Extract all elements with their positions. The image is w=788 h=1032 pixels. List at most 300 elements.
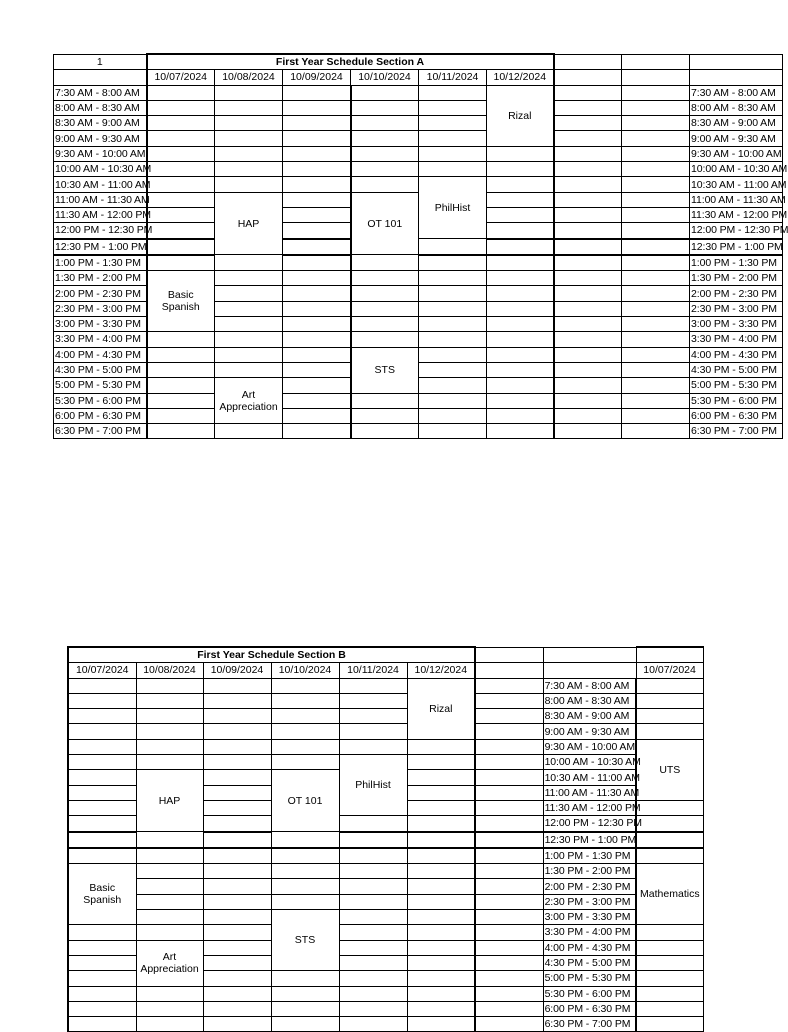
empty-cell[interactable] <box>283 393 351 408</box>
empty-cell[interactable] <box>68 785 136 800</box>
empty-cell[interactable] <box>339 925 407 940</box>
empty-cell[interactable] <box>407 971 475 986</box>
empty-cell[interactable] <box>203 785 271 800</box>
empty-cell[interactable] <box>622 207 690 222</box>
empty-cell[interactable] <box>636 925 703 940</box>
empty-cell[interactable] <box>622 192 690 207</box>
empty-cell[interactable] <box>351 393 419 408</box>
date-header[interactable]: 10/09/2024 <box>283 70 351 85</box>
empty-cell[interactable] <box>622 362 690 377</box>
empty-cell[interactable] <box>419 85 487 100</box>
empty-cell[interactable] <box>554 393 622 408</box>
time-slot-cell[interactable]: 5:00 PM - 5:30 PM <box>54 378 147 393</box>
empty-cell[interactable] <box>487 192 554 207</box>
empty-cell[interactable] <box>339 894 407 909</box>
empty-cell[interactable] <box>271 971 339 986</box>
time-slot-cell[interactable]: 1:00 PM - 1:30 PM <box>543 848 636 864</box>
subject-cell[interactable]: Mathematics <box>636 864 703 925</box>
empty-cell[interactable] <box>147 255 215 271</box>
empty-cell[interactable] <box>475 1017 543 1032</box>
time-slot-cell[interactable]: 3:30 PM - 4:00 PM <box>690 332 783 347</box>
empty-cell[interactable] <box>283 85 351 100</box>
empty-cell[interactable] <box>554 207 622 222</box>
empty-cell[interactable] <box>475 832 543 848</box>
empty-cell[interactable] <box>690 70 783 85</box>
empty-cell[interactable] <box>543 663 636 678</box>
empty-cell[interactable] <box>203 955 271 970</box>
empty-cell[interactable] <box>351 162 419 177</box>
empty-cell[interactable] <box>407 785 475 800</box>
time-slot-cell[interactable]: 12:30 PM - 1:00 PM <box>543 832 636 848</box>
empty-cell[interactable] <box>283 146 351 161</box>
empty-cell[interactable] <box>622 424 690 439</box>
time-slot-cell[interactable]: 2:30 PM - 3:00 PM <box>54 301 147 316</box>
empty-cell[interactable] <box>475 739 543 754</box>
empty-cell[interactable] <box>215 177 283 192</box>
empty-cell[interactable] <box>636 971 703 986</box>
empty-cell[interactable] <box>636 678 703 693</box>
empty-cell[interactable] <box>351 85 419 100</box>
empty-cell[interactable] <box>203 1001 271 1016</box>
time-slot-cell[interactable]: 8:30 AM - 9:00 AM <box>543 709 636 724</box>
empty-cell[interactable] <box>271 864 339 879</box>
empty-cell[interactable] <box>339 739 407 754</box>
subject-cell[interactable]: Rizal <box>407 678 475 739</box>
empty-cell[interactable] <box>136 755 203 770</box>
empty-cell[interactable] <box>203 925 271 940</box>
date-header[interactable]: 10/11/2024 <box>339 663 407 678</box>
empty-cell[interactable] <box>136 925 203 940</box>
empty-cell[interactable] <box>351 317 419 332</box>
time-slot-cell[interactable]: 1:30 PM - 2:00 PM <box>690 271 783 286</box>
empty-cell[interactable] <box>622 301 690 316</box>
empty-cell[interactable] <box>271 709 339 724</box>
empty-cell[interactable] <box>475 800 543 815</box>
empty-cell[interactable] <box>419 239 487 255</box>
time-slot-cell[interactable]: 7:30 AM - 8:00 AM <box>54 85 147 100</box>
empty-cell[interactable] <box>351 116 419 131</box>
subject-cell[interactable]: PhilHist <box>419 177 487 239</box>
empty-cell[interactable] <box>339 955 407 970</box>
empty-cell[interactable] <box>215 286 283 301</box>
time-slot-cell[interactable]: 12:00 PM - 12:30 PM <box>543 816 636 832</box>
empty-cell[interactable] <box>475 894 543 909</box>
empty-cell[interactable] <box>203 1017 271 1032</box>
subject-cell[interactable]: OT 101 <box>271 770 339 832</box>
empty-cell[interactable] <box>271 678 339 693</box>
empty-cell[interactable] <box>636 1017 703 1032</box>
empty-cell[interactable] <box>554 192 622 207</box>
time-slot-cell[interactable]: 10:30 AM - 11:00 AM <box>691 178 787 191</box>
empty-cell[interactable] <box>475 755 543 770</box>
empty-cell[interactable] <box>136 986 203 1001</box>
time-slot-cell[interactable]: 1:30 PM - 2:00 PM <box>543 864 636 879</box>
empty-cell[interactable] <box>351 271 419 286</box>
time-slot-cell[interactable]: 6:00 PM - 6:30 PM <box>543 1001 636 1016</box>
empty-cell[interactable] <box>487 223 554 239</box>
empty-cell[interactable] <box>475 816 543 832</box>
date-header[interactable]: 10/09/2024 <box>203 663 271 678</box>
time-slot-cell[interactable]: 2:00 PM - 2:30 PM <box>543 879 636 894</box>
time-slot-cell[interactable]: 2:30 PM - 3:00 PM <box>543 894 636 909</box>
empty-cell[interactable] <box>136 864 203 879</box>
empty-cell[interactable] <box>136 709 203 724</box>
time-slot-cell[interactable]: 10:30 AM - 11:00 AM <box>55 178 151 191</box>
empty-cell[interactable] <box>622 239 690 255</box>
empty-cell[interactable] <box>419 116 487 131</box>
time-slot-cell[interactable]: 9:00 AM - 9:30 AM <box>54 131 147 146</box>
empty-cell[interactable] <box>622 317 690 332</box>
empty-cell[interactable] <box>487 255 554 271</box>
empty-cell[interactable] <box>203 832 271 848</box>
empty-cell[interactable] <box>487 424 554 439</box>
empty-cell[interactable] <box>147 207 215 222</box>
empty-cell[interactable] <box>622 54 690 70</box>
empty-cell[interactable] <box>136 693 203 708</box>
empty-cell[interactable] <box>407 848 475 864</box>
empty-cell[interactable] <box>554 378 622 393</box>
empty-cell[interactable] <box>147 393 215 408</box>
time-slot-cell[interactable]: 2:30 PM - 3:00 PM <box>690 301 783 316</box>
empty-cell[interactable] <box>283 347 351 362</box>
empty-cell[interactable] <box>554 239 622 255</box>
time-slot-cell[interactable]: 1:30 PM - 2:00 PM <box>54 271 147 286</box>
time-slot-cell[interactable]: 10:00 AM - 10:30 AM <box>544 756 641 769</box>
empty-cell[interactable] <box>351 177 419 192</box>
time-slot-cell[interactable]: 8:00 AM - 8:30 AM <box>54 100 147 115</box>
empty-cell[interactable] <box>636 986 703 1001</box>
date-header[interactable]: 10/10/2024 <box>351 70 419 85</box>
empty-cell[interactable] <box>407 955 475 970</box>
empty-cell[interactable] <box>475 940 543 955</box>
empty-cell[interactable] <box>487 393 554 408</box>
empty-cell[interactable] <box>554 223 622 239</box>
empty-cell[interactable] <box>339 910 407 925</box>
empty-cell[interactable] <box>554 424 622 439</box>
subject-cell[interactable]: Basic Spanish <box>68 864 136 925</box>
empty-cell[interactable] <box>339 816 407 832</box>
empty-cell[interactable] <box>554 408 622 423</box>
time-slot-cell[interactable]: 11:00 AM - 11:30 AM <box>544 786 640 799</box>
empty-cell[interactable] <box>68 678 136 693</box>
empty-cell[interactable] <box>475 770 543 785</box>
empty-cell[interactable] <box>351 100 419 115</box>
empty-cell[interactable] <box>554 332 622 347</box>
time-slot-cell[interactable]: 7:30 AM - 8:00 AM <box>543 678 636 693</box>
empty-cell[interactable] <box>554 347 622 362</box>
time-slot-cell[interactable]: 3:30 PM - 4:00 PM <box>54 332 147 347</box>
empty-cell[interactable] <box>407 1001 475 1016</box>
empty-cell[interactable] <box>147 131 215 146</box>
empty-cell[interactable] <box>147 85 215 100</box>
date-header[interactable]: 10/10/2024 <box>271 663 339 678</box>
time-slot-cell[interactable]: 4:30 PM - 5:00 PM <box>690 362 783 377</box>
row-number-cell[interactable]: 1 <box>54 54 147 70</box>
empty-cell[interactable] <box>475 709 543 724</box>
empty-cell[interactable] <box>475 693 543 708</box>
empty-cell[interactable] <box>351 301 419 316</box>
empty-cell[interactable] <box>283 192 351 207</box>
empty-cell[interactable] <box>407 1017 475 1032</box>
time-slot-cell[interactable]: 9:30 AM - 10:00 AM <box>691 147 782 160</box>
time-slot-cell[interactable]: 8:00 AM - 8:30 AM <box>690 100 783 115</box>
empty-cell[interactable] <box>147 223 215 239</box>
empty-cell[interactable] <box>339 986 407 1001</box>
empty-cell[interactable] <box>136 1001 203 1016</box>
empty-cell[interactable] <box>487 347 554 362</box>
time-slot-cell[interactable]: 4:00 PM - 4:30 PM <box>690 347 783 362</box>
empty-cell[interactable] <box>271 894 339 909</box>
time-slot-cell[interactable]: 4:00 PM - 4:30 PM <box>54 347 147 362</box>
empty-cell[interactable] <box>147 332 215 347</box>
empty-cell[interactable] <box>203 940 271 955</box>
time-slot-cell[interactable]: 1:00 PM - 1:30 PM <box>54 255 147 271</box>
empty-cell[interactable] <box>622 162 690 177</box>
empty-cell[interactable] <box>475 848 543 864</box>
empty-cell[interactable] <box>339 940 407 955</box>
empty-cell[interactable] <box>68 986 136 1001</box>
empty-cell[interactable] <box>283 223 351 239</box>
empty-cell[interactable] <box>339 709 407 724</box>
empty-cell[interactable] <box>622 177 690 192</box>
empty-cell[interactable] <box>339 1017 407 1032</box>
date-header[interactable]: 10/12/2024 <box>407 663 475 678</box>
empty-cell[interactable] <box>68 693 136 708</box>
empty-cell[interactable] <box>271 1001 339 1016</box>
empty-cell[interactable] <box>283 131 351 146</box>
time-slot-cell[interactable]: 5:00 PM - 5:30 PM <box>543 971 636 986</box>
empty-cell[interactable] <box>283 286 351 301</box>
empty-cell[interactable] <box>475 910 543 925</box>
empty-cell[interactable] <box>487 378 554 393</box>
empty-cell[interactable] <box>136 848 203 864</box>
empty-cell[interactable] <box>622 408 690 423</box>
empty-cell[interactable] <box>475 678 543 693</box>
empty-cell[interactable] <box>215 116 283 131</box>
empty-cell[interactable] <box>419 255 487 271</box>
empty-cell[interactable] <box>636 800 703 815</box>
empty-cell[interactable] <box>339 864 407 879</box>
empty-cell[interactable] <box>215 100 283 115</box>
subject-cell[interactable]: OT 101 <box>351 192 419 255</box>
empty-cell[interactable] <box>487 177 554 192</box>
time-slot-cell[interactable]: 10:00 AM - 10:30 AM <box>55 163 152 176</box>
empty-cell[interactable] <box>475 663 543 678</box>
empty-cell[interactable] <box>68 800 136 815</box>
subject-cell[interactable]: UTS <box>636 739 703 800</box>
empty-cell[interactable] <box>419 146 487 161</box>
subject-cell[interactable]: Art Appreciation <box>215 378 283 424</box>
empty-cell[interactable] <box>351 424 419 439</box>
empty-cell[interactable] <box>147 347 215 362</box>
subject-cell[interactable]: STS <box>351 347 419 393</box>
empty-cell[interactable] <box>622 146 690 161</box>
date-header[interactable]: 10/08/2024 <box>215 70 283 85</box>
empty-cell[interactable] <box>68 709 136 724</box>
subject-cell[interactable]: Basic Spanish <box>147 271 215 332</box>
empty-cell[interactable] <box>487 207 554 222</box>
subject-cell[interactable]: STS <box>271 910 339 971</box>
time-slot-cell[interactable]: 7:30 AM - 8:00 AM <box>690 85 783 100</box>
empty-cell[interactable] <box>203 910 271 925</box>
schedule-title[interactable]: First Year Schedule Section B <box>68 647 475 663</box>
empty-cell[interactable] <box>622 332 690 347</box>
empty-cell[interactable] <box>636 955 703 970</box>
empty-cell[interactable] <box>690 54 783 70</box>
empty-cell[interactable] <box>419 317 487 332</box>
empty-cell[interactable] <box>419 408 487 423</box>
time-slot-cell[interactable]: 11:00 AM - 11:30 AM <box>691 193 786 206</box>
empty-cell[interactable] <box>636 709 703 724</box>
empty-cell[interactable] <box>283 271 351 286</box>
empty-cell[interactable] <box>487 271 554 286</box>
time-slot-cell[interactable]: 9:00 AM - 9:30 AM <box>543 724 636 739</box>
subject-cell[interactable]: HAP <box>136 770 203 832</box>
time-slot-cell[interactable]: 12:00 PM - 12:30 PM <box>54 223 147 239</box>
empty-cell[interactable] <box>475 986 543 1001</box>
empty-cell[interactable] <box>339 832 407 848</box>
empty-cell[interactable] <box>203 879 271 894</box>
date-header[interactable]: 10/12/2024 <box>487 70 554 85</box>
empty-cell[interactable] <box>215 332 283 347</box>
empty-cell[interactable] <box>68 848 136 864</box>
empty-cell[interactable] <box>283 408 351 423</box>
empty-cell[interactable] <box>147 239 215 255</box>
empty-cell[interactable] <box>339 971 407 986</box>
time-slot-cell[interactable]: 4:00 PM - 4:30 PM <box>543 940 636 955</box>
time-slot-cell[interactable]: 6:30 PM - 7:00 PM <box>543 1017 636 1032</box>
empty-cell[interactable] <box>487 286 554 301</box>
empty-cell[interactable] <box>136 739 203 754</box>
empty-cell[interactable] <box>351 255 419 271</box>
empty-cell[interactable] <box>136 1017 203 1032</box>
empty-cell[interactable] <box>419 332 487 347</box>
empty-cell[interactable] <box>136 910 203 925</box>
empty-cell[interactable] <box>271 739 339 754</box>
time-slot-cell[interactable]: 4:30 PM - 5:00 PM <box>54 362 147 377</box>
empty-cell[interactable] <box>622 393 690 408</box>
empty-cell[interactable] <box>203 864 271 879</box>
empty-cell[interactable] <box>475 1001 543 1016</box>
time-slot-cell[interactable]: 6:30 PM - 7:00 PM <box>690 424 783 439</box>
time-slot-cell[interactable]: 5:30 PM - 6:00 PM <box>690 393 783 408</box>
subject-cell[interactable]: Art Appreciation <box>136 940 203 986</box>
time-slot-cell[interactable]: 12:00 PM - 12:30 PM <box>690 223 783 239</box>
time-slot-cell[interactable]: 12:30 PM - 1:00 PM <box>54 239 147 255</box>
empty-cell[interactable] <box>215 347 283 362</box>
empty-cell[interactable] <box>554 131 622 146</box>
empty-cell[interactable] <box>271 832 339 848</box>
time-slot-cell[interactable]: 5:30 PM - 6:00 PM <box>54 393 147 408</box>
empty-cell[interactable] <box>283 378 351 393</box>
empty-cell[interactable] <box>68 940 136 955</box>
time-slot-cell[interactable]: 2:00 PM - 2:30 PM <box>54 286 147 301</box>
empty-cell[interactable] <box>419 100 487 115</box>
empty-cell[interactable] <box>54 70 147 85</box>
empty-cell[interactable] <box>203 709 271 724</box>
empty-cell[interactable] <box>283 362 351 377</box>
empty-cell[interactable] <box>203 816 271 832</box>
empty-cell[interactable] <box>622 255 690 271</box>
empty-cell[interactable] <box>68 816 136 832</box>
empty-cell[interactable] <box>475 879 543 894</box>
empty-cell[interactable] <box>419 301 487 316</box>
time-slot-cell[interactable]: 9:30 AM - 10:00 AM <box>544 740 635 753</box>
empty-cell[interactable] <box>622 223 690 239</box>
time-slot-cell[interactable]: 8:30 AM - 9:00 AM <box>690 116 783 131</box>
empty-cell[interactable] <box>636 1001 703 1016</box>
subject-cell[interactable]: PhilHist <box>339 755 407 816</box>
empty-cell[interactable] <box>136 894 203 909</box>
date-header[interactable]: 10/07/2024 <box>147 70 215 85</box>
empty-cell[interactable] <box>203 678 271 693</box>
time-slot-cell[interactable]: 8:30 AM - 9:00 AM <box>54 116 147 131</box>
empty-cell[interactable] <box>622 131 690 146</box>
empty-cell[interactable] <box>407 816 475 832</box>
empty-cell[interactable] <box>283 116 351 131</box>
empty-cell[interactable] <box>283 177 351 192</box>
time-slot-cell[interactable]: 9:00 AM - 9:30 AM <box>690 131 783 146</box>
empty-cell[interactable] <box>147 146 215 161</box>
empty-cell[interactable] <box>407 986 475 1001</box>
empty-cell[interactable] <box>283 100 351 115</box>
time-slot-cell[interactable]: 2:00 PM - 2:30 PM <box>690 286 783 301</box>
empty-cell[interactable] <box>215 424 283 439</box>
empty-cell[interactable] <box>68 971 136 986</box>
empty-cell[interactable] <box>475 971 543 986</box>
empty-cell[interactable] <box>554 162 622 177</box>
empty-cell[interactable] <box>487 301 554 316</box>
empty-cell[interactable] <box>554 100 622 115</box>
empty-cell[interactable] <box>339 678 407 693</box>
empty-cell[interactable] <box>68 755 136 770</box>
empty-cell[interactable] <box>487 362 554 377</box>
empty-cell[interactable] <box>68 724 136 739</box>
empty-cell[interactable] <box>147 116 215 131</box>
empty-cell[interactable] <box>622 85 690 100</box>
empty-cell[interactable] <box>622 70 690 85</box>
empty-cell[interactable] <box>407 800 475 815</box>
empty-cell[interactable] <box>283 332 351 347</box>
time-slot-cell[interactable]: 6:00 PM - 6:30 PM <box>54 408 147 423</box>
time-slot-cell[interactable]: 3:00 PM - 3:30 PM <box>543 910 636 925</box>
empty-cell[interactable] <box>339 724 407 739</box>
empty-cell[interactable] <box>475 724 543 739</box>
time-slot-cell[interactable]: 10:00 AM - 10:30 AM <box>691 163 788 176</box>
schedule-title[interactable]: First Year Schedule Section A <box>147 54 554 70</box>
empty-cell[interactable] <box>554 146 622 161</box>
empty-cell[interactable] <box>203 986 271 1001</box>
empty-cell[interactable] <box>283 239 351 255</box>
empty-cell[interactable] <box>407 940 475 955</box>
empty-cell[interactable] <box>487 239 554 255</box>
empty-cell[interactable] <box>407 832 475 848</box>
empty-cell[interactable] <box>351 408 419 423</box>
empty-cell[interactable] <box>203 971 271 986</box>
empty-cell[interactable] <box>622 271 690 286</box>
empty-cell[interactable] <box>419 286 487 301</box>
empty-cell[interactable] <box>487 317 554 332</box>
empty-cell[interactable] <box>554 286 622 301</box>
empty-cell[interactable] <box>147 424 215 439</box>
empty-cell[interactable] <box>554 177 622 192</box>
empty-cell[interactable] <box>215 301 283 316</box>
empty-cell[interactable] <box>419 271 487 286</box>
empty-cell[interactable] <box>554 85 622 100</box>
empty-cell[interactable] <box>215 131 283 146</box>
empty-cell[interactable] <box>554 70 622 85</box>
empty-cell[interactable] <box>203 724 271 739</box>
